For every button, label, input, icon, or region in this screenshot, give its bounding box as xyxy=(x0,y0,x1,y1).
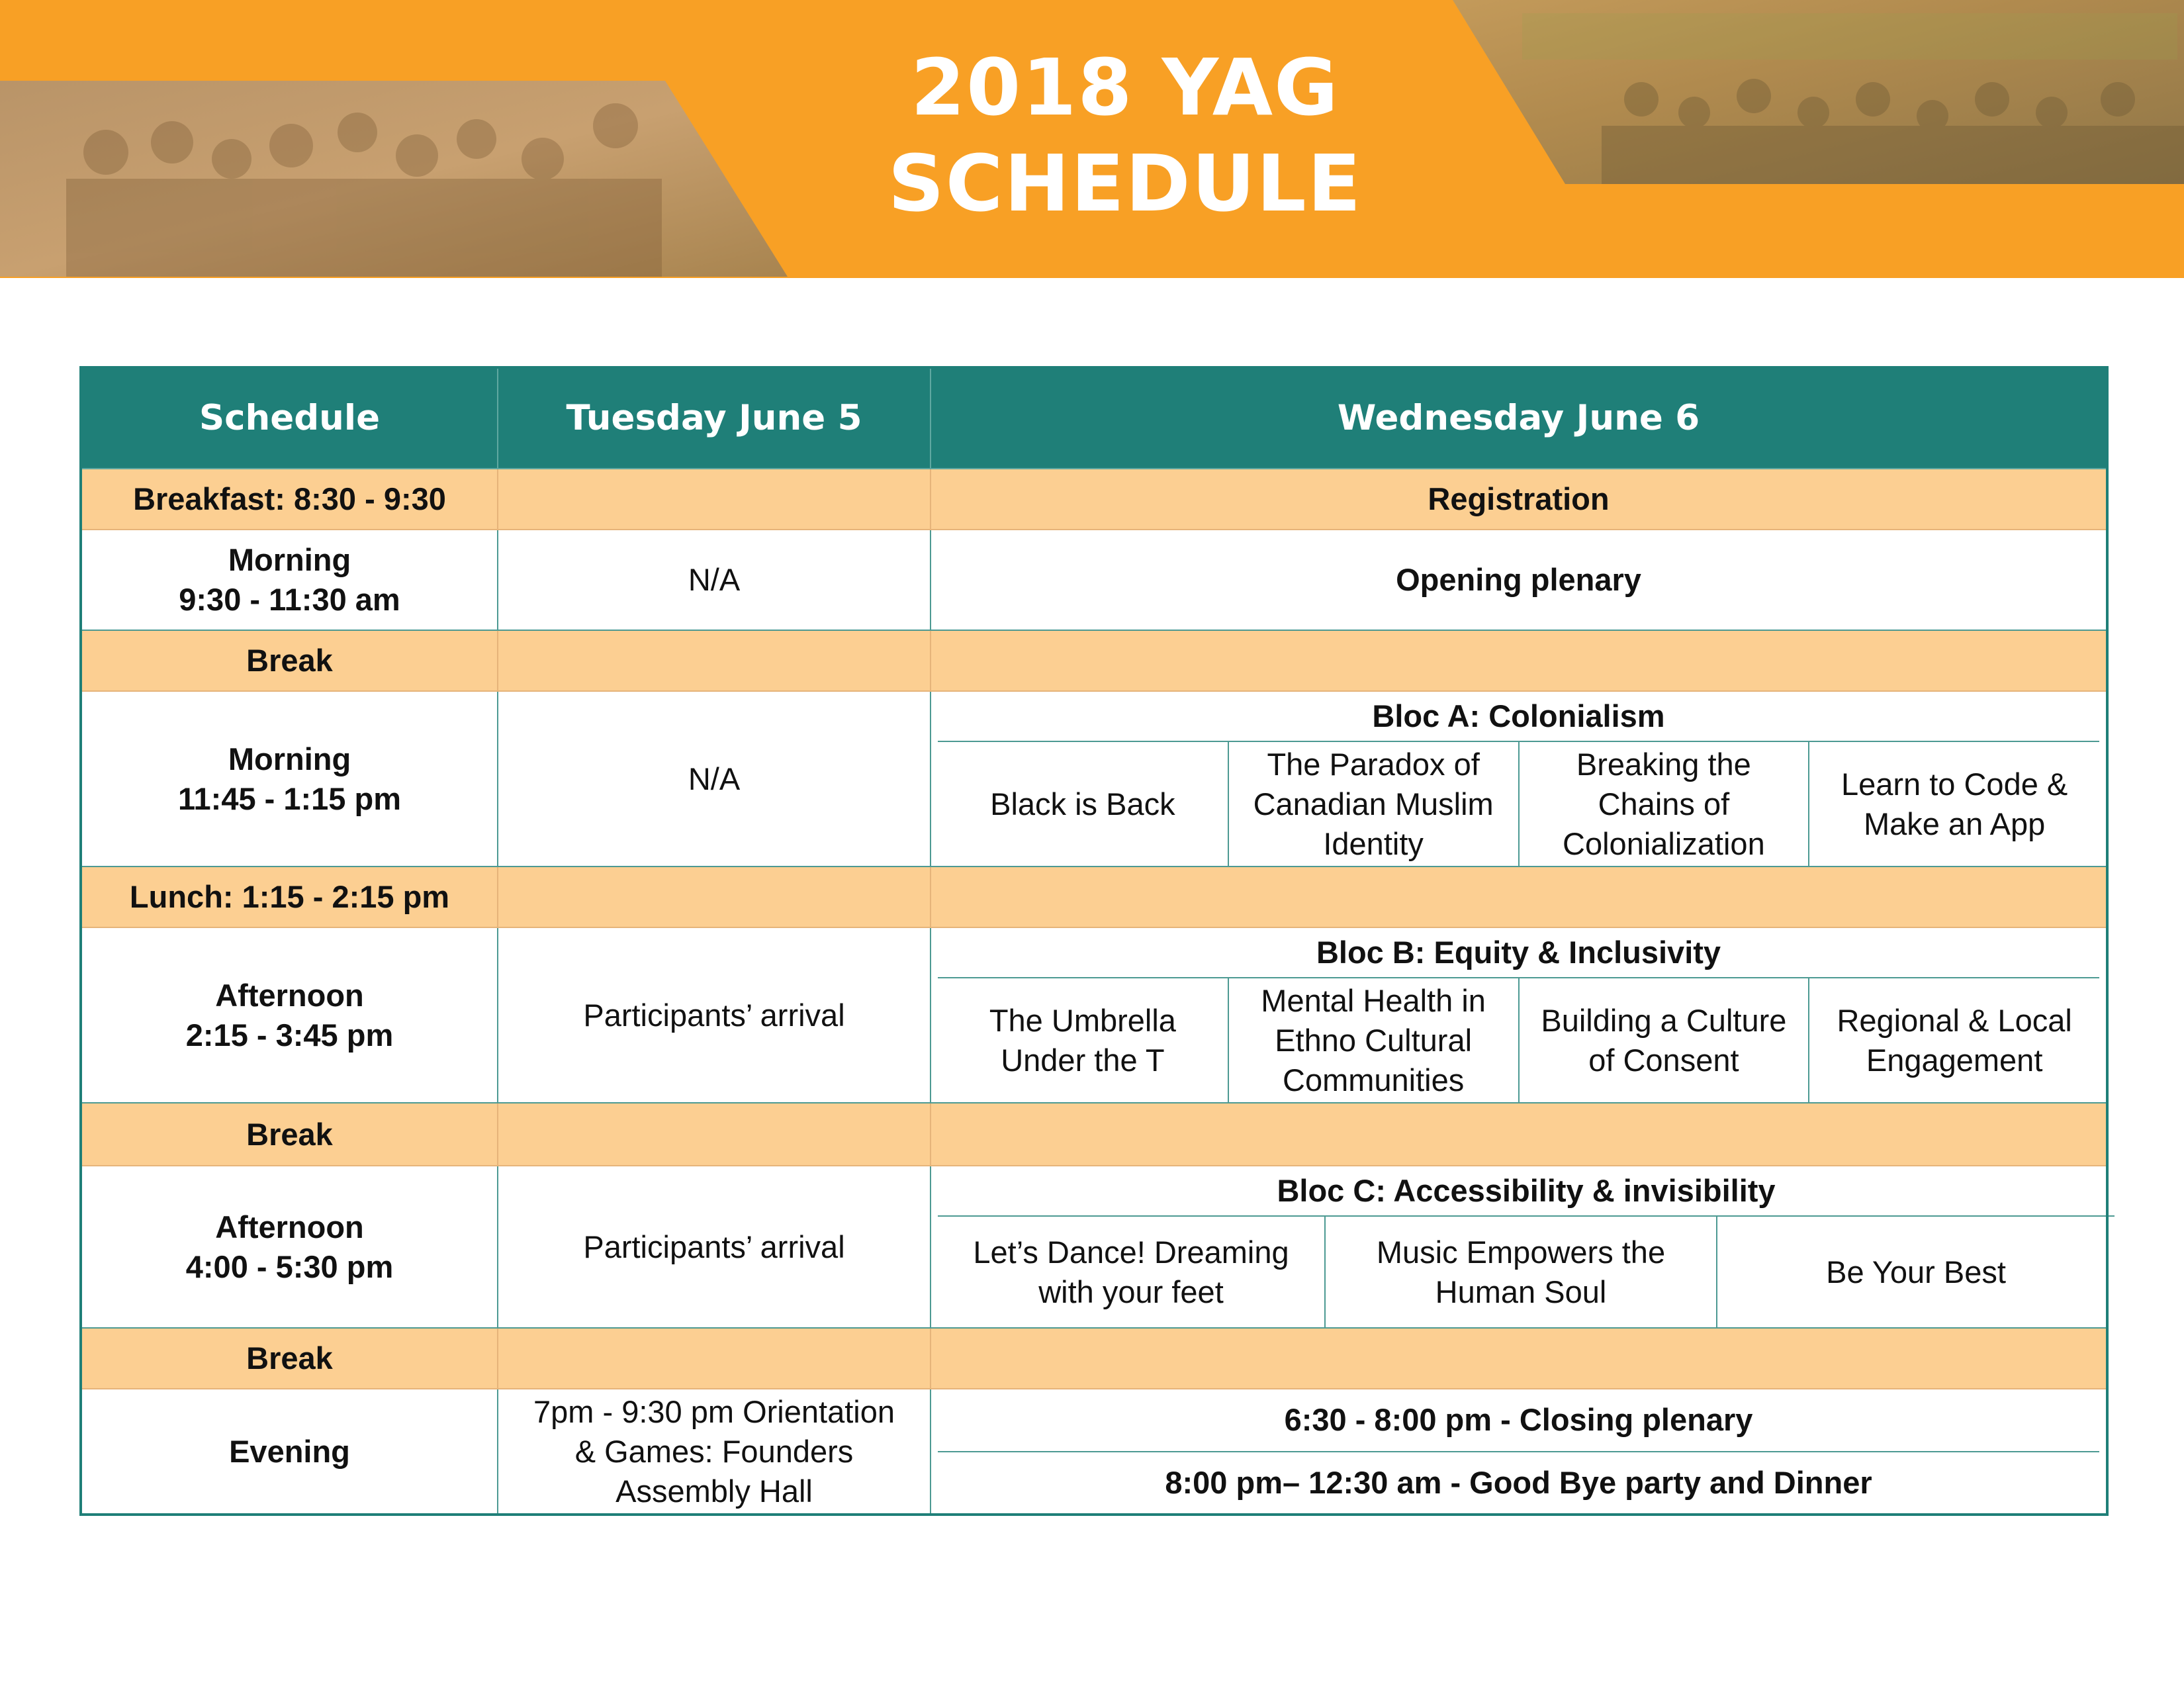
closing-plenary: 6:30 - 8:00 pm - Closing plenary xyxy=(938,1389,2099,1452)
wednesday-cell: Opening plenary xyxy=(931,530,2107,630)
session-cell: Regional & Local Engagement xyxy=(1809,978,2099,1102)
row-afternoon-2 xyxy=(81,1166,2107,1328)
wednesday-cell xyxy=(931,1328,2107,1389)
row-afternoon-1 xyxy=(81,927,2107,1103)
header-tuesday: Tuesday June 5 xyxy=(498,367,931,469)
row-label-time: 11:45 - 1:15 pm xyxy=(177,780,401,816)
session-cell: Breaking the Chains of Colonialization xyxy=(1519,741,1809,866)
row-label: Break xyxy=(81,630,498,691)
goodbye-party: 8:00 pm– 12:30 am - Good Bye party and Dinner xyxy=(938,1452,2099,1514)
session-cell: Learn to Code & Make an App xyxy=(1809,741,2099,866)
tuesday-cell: Participants’ arrival xyxy=(498,1166,931,1328)
bloc-b-table xyxy=(938,928,2099,1102)
row-label: Lunch: 1:15 - 2:15 pm xyxy=(81,867,498,927)
row-label-title: Morning xyxy=(228,741,351,776)
row-label xyxy=(81,1166,498,1328)
tuesday-cell xyxy=(498,867,931,927)
tuesday-cell xyxy=(498,1328,931,1389)
evening-wednesday-cell xyxy=(931,1389,2107,1515)
row-label xyxy=(81,927,498,1103)
header-schedule: Schedule xyxy=(81,367,498,469)
tuesday-cell xyxy=(498,1103,931,1166)
wednesday-cell xyxy=(931,867,2107,927)
session-cell: Music Empowers the Human Soul xyxy=(1325,1216,1717,1327)
row-label-time: 2:15 - 3:45 pm xyxy=(185,1017,394,1053)
row-label-title: Afternoon xyxy=(215,977,364,1013)
session-cell: Building a Culture of Consent xyxy=(1519,978,1809,1102)
session-cell: Let’s Dance! Dreaming with your feet xyxy=(938,1216,1325,1327)
bloc-a-table xyxy=(938,692,2099,866)
row-lunch xyxy=(81,867,2107,927)
header-wednesday: Wednesday June 6 xyxy=(931,367,2107,469)
bloc-b-cell xyxy=(931,927,2107,1103)
bloc-title: Bloc C: Accessibility & invisibility xyxy=(938,1166,2115,1216)
row-label xyxy=(81,691,498,867)
row-evening xyxy=(81,1389,2107,1515)
row-break-3 xyxy=(81,1328,2107,1389)
row-label-title: Morning xyxy=(228,542,351,577)
tuesday-cell xyxy=(498,469,931,530)
table-header-row xyxy=(81,367,2107,469)
bloc-title: Bloc A: Colonialism xyxy=(938,692,2099,741)
header-banner xyxy=(0,0,2184,278)
tuesday-cell: Participants’ arrival xyxy=(498,927,931,1103)
schedule-table xyxy=(79,366,2109,1516)
title-line-2: SCHEDULE xyxy=(887,138,1363,229)
bloc-a-cell xyxy=(931,691,2107,867)
bloc-c-cell xyxy=(931,1166,2107,1328)
page-title xyxy=(728,40,1522,232)
row-break-2 xyxy=(81,1103,2107,1166)
row-label: Evening xyxy=(81,1389,498,1515)
row-label-time: 4:00 - 5:30 pm xyxy=(185,1248,394,1284)
row-morning-2 xyxy=(81,691,2107,867)
session-cell: Black is Back xyxy=(938,741,1228,866)
session-cell: The Paradox of Canadian Muslim Identity xyxy=(1228,741,1519,866)
session-cell: Mental Health in Ethno Cultural Communities xyxy=(1228,978,1519,1102)
session-cell: The Umbrella Under the T xyxy=(938,978,1228,1102)
bloc-title: Bloc B: Equity & Inclusivity xyxy=(938,928,2099,978)
row-label: Break xyxy=(81,1328,498,1389)
row-label-time: 9:30 - 11:30 am xyxy=(179,582,400,617)
wednesday-cell xyxy=(931,630,2107,691)
tuesday-cell: 7pm - 9:30 pm Orientation & Games: Founders Assembly Hall xyxy=(498,1389,931,1515)
wednesday-cell xyxy=(931,1103,2107,1166)
bloc-c-table xyxy=(938,1166,2115,1327)
session-cell: Be Your Best xyxy=(1717,1216,2115,1327)
row-breakfast xyxy=(81,469,2107,530)
row-label-title: Afternoon xyxy=(215,1209,364,1244)
row-break-1 xyxy=(81,630,2107,691)
tuesday-cell: N/A xyxy=(498,691,931,867)
row-label: Break xyxy=(81,1103,498,1166)
tuesday-cell xyxy=(498,630,931,691)
evening-table xyxy=(938,1389,2099,1513)
tuesday-cell: N/A xyxy=(498,530,931,630)
row-label: Breakfast: 8:30 - 9:30 xyxy=(81,469,498,530)
wednesday-cell: Registration xyxy=(931,469,2107,530)
row-morning-1 xyxy=(81,530,2107,630)
title-line-1: 2018 YAG xyxy=(911,42,1340,133)
row-label xyxy=(81,530,498,630)
